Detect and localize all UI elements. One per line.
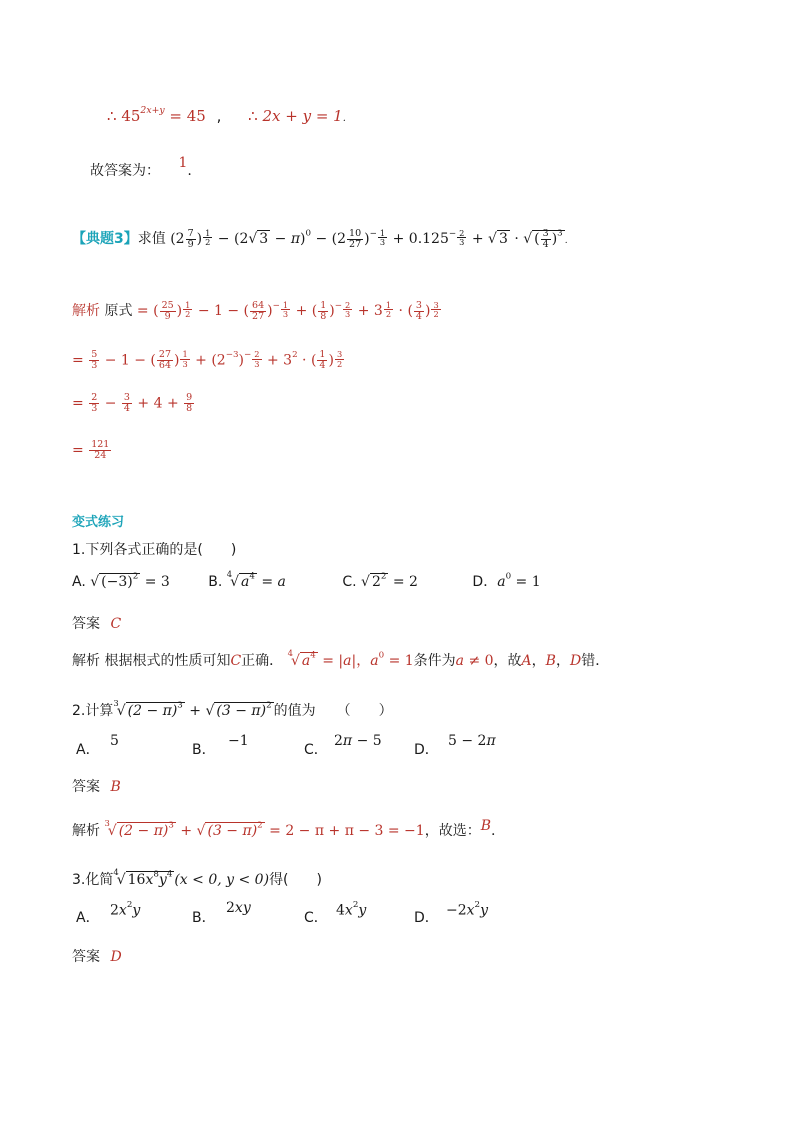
q2-analysis-result: = 2 − π + π − 3 = −1 <box>269 823 425 840</box>
q3-stem: 3.化简$^4$√ $16x^8y^4$ (x < 0, y < 0)得( ) <box>72 867 322 889</box>
q3-answer <box>72 946 122 966</box>
q1-options: A. √ $(-3)^2 = 3$ B. $^4$√ $a^4 = a$ C. √ $2^2 = 2$ D．$a^0 = 1$ <box>72 569 541 591</box>
q2-stem-suffix: 的值为 （ ） <box>273 703 393 720</box>
solution3-prefix: 原式 <box>104 303 133 319</box>
q2-analysis-choice: B <box>480 818 491 835</box>
q2-analysis-label: 解析 <box>72 823 100 840</box>
practice-heading: 变式练习 <box>72 515 125 530</box>
solution3-label: 解析 <box>72 303 100 319</box>
q1-stem: 1.下列各式正确的是( ) <box>72 542 237 558</box>
q1-analysis-label: 解析 <box>72 653 100 670</box>
solution3-line1: 解析 原式 = ( $\frac{25}{9}$ ) $^{\frac{1}{2}}$ − 1 − ( $\frac{64}{27}$ )$^{- \frac{1}{3}}$ + ( $\frac{1}{8}$ )$^{- \frac{2}{3}}$ + 3 $^{\frac{1}{2}}$ · ( $\frac{3}{4}$ ) $^{\frac{3}{2}}$ <box>72 299 439 322</box>
solution3-line3: = $\frac{2}{3}$ − $\frac{3}{4}$ + 4 + $\frac{9}{8}$ <box>72 392 193 414</box>
conclusion-line: ∴ $45^{2x+y} = 45$ , ∴ 2x + y = 1. <box>107 105 346 125</box>
q1-answer <box>72 613 121 633</box>
q2-analysis: 解析 $^3$√ $(2 - \pi)^3$ + √ $(3 - \pi)^2 = 2 - \pi + \pi - 3 = -1$，故选：B. <box>72 818 496 840</box>
q3-stem-prefix: 3.化简 <box>72 872 114 889</box>
answer-intro-label: 故答案为： <box>90 163 160 179</box>
q2-stem-prefix: 2.计算 <box>72 703 114 720</box>
example3-prompt: 求值 <box>137 231 166 247</box>
q2-options: A． 5 B． −1 C． 2π − 5 D． 5 − 2π <box>76 733 496 758</box>
example3-tag: 【典题3】 <box>72 231 138 247</box>
solution3-line4: = $\frac{121}{24}$ <box>72 439 110 461</box>
q3-answer-label: 答案 <box>72 949 100 965</box>
q2-analysis-end: . <box>491 823 496 840</box>
q2-answer-value: B <box>110 779 121 795</box>
q2-stem: 2.计算$^3$√ $(2 - \pi)^3$ + √ $(3 - \pi)^2$ 的值为 （ ） <box>72 698 393 720</box>
solution3-line2: = $\frac{5}{3}$ − 1 − ( $\frac{27}{64}$ ) $^{\frac{1}{3}}$ + $(2^{-3})^{- \frac{2}{3}}$ + $3^2$ · ( $\frac{1}{4}$ ) $^{\frac{3}{2}}$ <box>72 349 343 371</box>
answer-intro-period: . <box>187 163 192 179</box>
answer-intro-value: 1 <box>178 155 188 171</box>
q2-answer-label: 答案 <box>72 779 100 795</box>
q3-options: A． $2x^2y$ B． 2xy C． $4x^2y$ D． $-2x^2y$ <box>76 900 488 926</box>
q1-analysis: 解析 根据根式的性质可知C正确． $^4$√ $a^4 = |a|$，$a^0 = 1$条件为a ≠ 0，故A，B，D错． <box>72 648 610 670</box>
q3-condition: (x < 0, y < 0) <box>174 872 270 889</box>
q1-answer-label: 答案 <box>72 616 100 632</box>
example3-expression: (2 $\frac{7}{9}$ ) $^{\frac{1}{2}}$ − (2√ 3 − π)$^0$ − (2 $\frac{10}{27}$ )$^{- \frac{1}{3}}$ + $0.125^{- \frac{2}{3}}$ + √ 3 · √ ( $\frac{3}{4}$ )$^3$. <box>170 227 568 250</box>
example3-line <box>72 228 568 249</box>
answer-intro <box>90 155 192 180</box>
q3-stem-suffix: 得( ) <box>269 872 322 889</box>
q2-analysis-tail: ，故选： <box>424 823 481 840</box>
q3-answer-value: D <box>110 949 122 965</box>
q1-answer-value: C <box>110 616 122 632</box>
q2-answer <box>72 776 121 796</box>
